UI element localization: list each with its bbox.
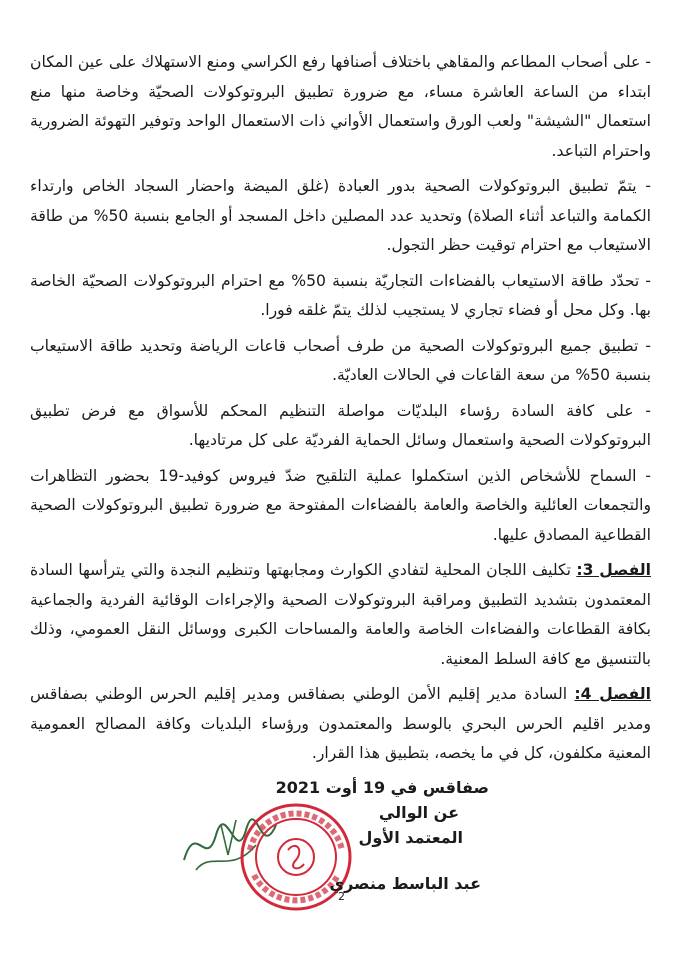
paragraph-vaccinated-gatherings: - السماح للأشخاص الذين استكملوا عملية التلقيح ضدّ فيروس كوفيد-19 بحضور التظاهرات والتجمعات العائلية والخاصة والعامة بالفضاءات المفتوحة مع ضرورة تطبيق البروتوكولات الصحية القطاعية المصادق عليها. [30,466,651,544]
signature-role: المعتمد الأول [358,828,463,847]
paragraph-restaurants: - على أصحاب المطاعم والمقاهي باختلاف أصنافها رفع الكراسي ومنع الاستهلاك على عين المكان ابتداء من الساعة العاشرة مساء، مع ضرورة تطبيق البروتوكولات الصحيّة وخاصة منها منع استعمال "الشيشة" ولعب الورق واستعمال الأواني ذات الاستعمال الواحد وتوفير التهوئة الضرورية واحترام التباعد. [30,53,651,160]
paragraph-sports-halls: - تطبيق جميع البروتوكولات الصحية من طرف أصحاب قاعات الرياضة وتحديد طاقة الاستيعاب بنسبة 50% من سعة القاعات في الحالات العاديّة. [30,336,651,384]
signature-block [249,778,489,918]
chapter-4-text: السادة مدير إقليم الأمن الوطني بصفاقس ومدير إقليم الحرس الوطني بصفاقس ومدير اقليم الحرس البحري بالوسط والمعتمدون ورؤساء البلديات وكافة المصالح العمومية المعنية مكلفون، كل في ما يخصه، بتطبيق هذا القرار. [30,685,651,762]
signature-name: عبد الباسط منصري [329,874,481,893]
chapter-3 [30,556,651,674]
paragraph-commercial-spaces: - تحدّد طاقة الاستيعاب بالفضاءات التجاريّة بنسبة 50% مع احترام البروتوكولات الصحيّة الخاصة بها. وكل محل أو فضاء تجاري لا يستجيب لذلك يتمّ غلقه فورا. [30,271,652,319]
signature-place-date: صفاقس في 19 أوت 2021 [275,778,489,797]
paragraph-places-of-worship: - يتمّ تطبيق البروتوكولات الصحية بدور العبادة (غلق الميضة واحضار السجاد الخاص وارتداء الكمامة والتباعد أثناء الصلاة) وتحديد عدد المصلين داخل المسجد أو الجامع بنسبة 50% من طاقة الاستيعاب مع احترام توقيت حظر التجول. [30,177,651,254]
document-body [30,48,651,775]
chapter-4 [30,680,651,769]
page-number: 2 [338,890,345,903]
signature-on-behalf: عن الوالي [378,803,459,822]
chapter-3-text: تكليف اللجان المحلية لتفادي الكوارث ومجابهتها وتنظيم النجدة والتي يترأسها السادة المعتمدون بتشديد التطبيق ومراقبة البروتوكولات الصحية والإجراءات الوقائية الفردية والجماعية بكافة القطاعات والفضاءات الخاصة والعامة والمساحات الكبرى ووسائل النقل العمومي، وذلك بالتنسيق مع كافة السلط المعنية. [30,561,651,668]
chapter-3-label: الفصل 3: [576,561,651,579]
paragraph-markets: - على كافة السادة رؤساء البلديّات مواصلة التنظيم المحكم للأسواق مع فرض تطبيق البروتوكولات الصحية واستعمال وسائل الحماية الفرديّة على كل مرتاديها. [30,401,651,449]
chapter-4-label: الفصل 4: [574,685,651,703]
